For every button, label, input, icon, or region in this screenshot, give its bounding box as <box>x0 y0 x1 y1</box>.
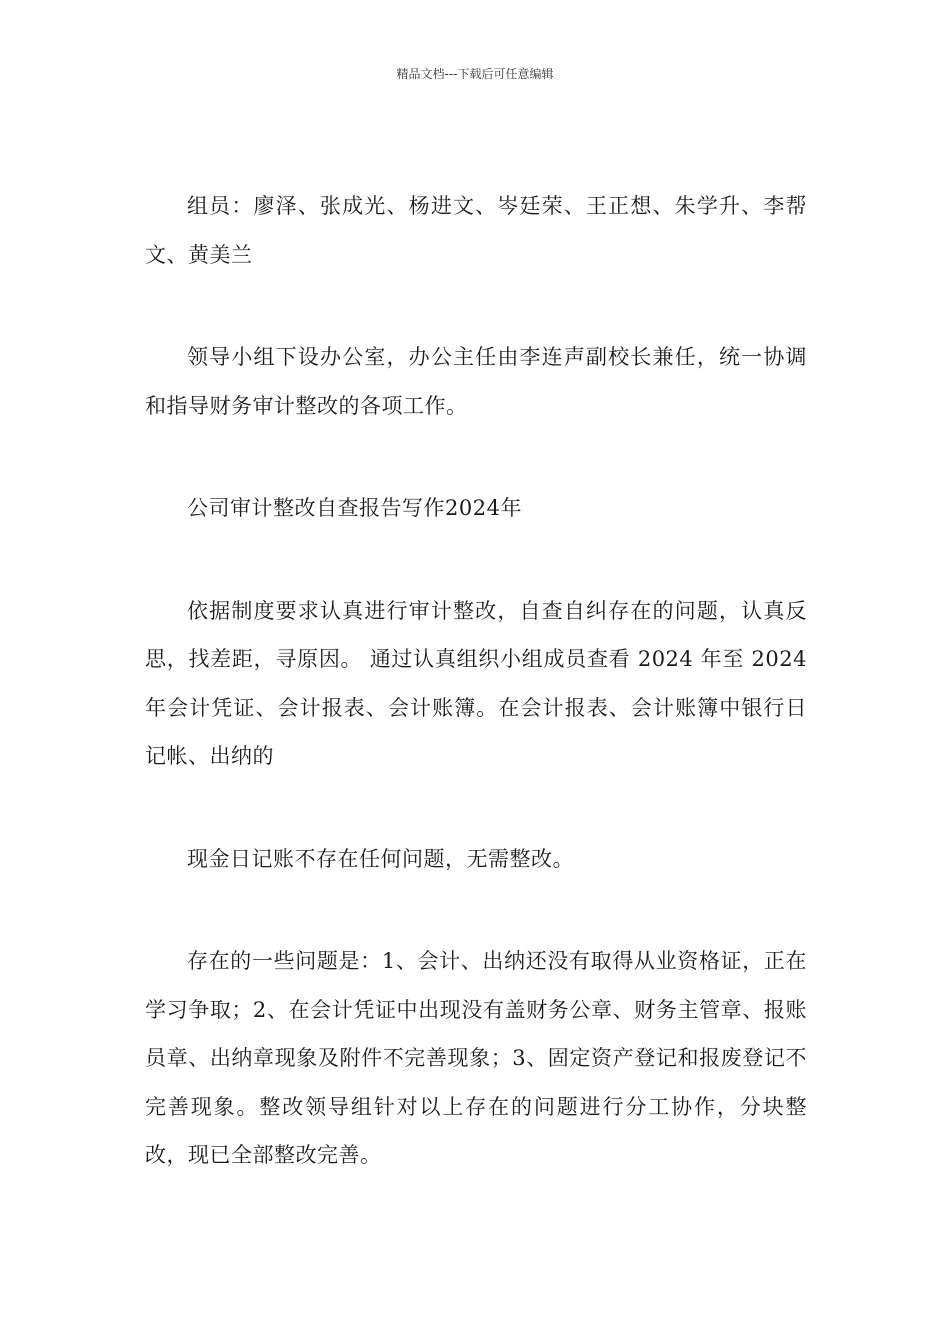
page-header: 精品文档---下载后可任意编辑 <box>396 67 554 81</box>
paragraph-review: 依据制度要求认真进行审计整改，自查自纠存在的问题，认真反思，找差距，寻原因。 通过认真组织小组成员查看 2024 年至 2024 年会计凭证、会计报表、会计账簿。在会计报表、会计账簿中银行日记帐、出纳的 <box>145 598 807 768</box>
paragraph-issues: 存在的一些问题是：1、会计、出纳还没有取得从业资格证，正在学习争取；2、在会计凭证中出现没有盖财务公章、财务主管章、报账员章、出纳章现象及附件不完善现象；3、固定资产登记和报废登记不完善现象。整改领导组针对以上存在的问题进行分工协作，分块整改，现已全部整改完善。 <box>145 949 807 1167</box>
document-body <box>145 182 807 1180</box>
paragraph-office: 领导小组下设办公室，办公主任由李连声副校长兼任，统一协调和指导财务审计整改的各项工作。 <box>145 345 807 418</box>
paragraph-cash-journal: 现金日记账不存在任何问题，无需整改。 <box>187 846 574 871</box>
paragraph-title: 公司审计整改自查报告写作2024年 <box>187 496 522 520</box>
paragraph-members: 组员：廖泽、张成光、杨进文、岑廷荣、王正想、朱学升、李帮文、黄美兰 <box>145 194 807 267</box>
